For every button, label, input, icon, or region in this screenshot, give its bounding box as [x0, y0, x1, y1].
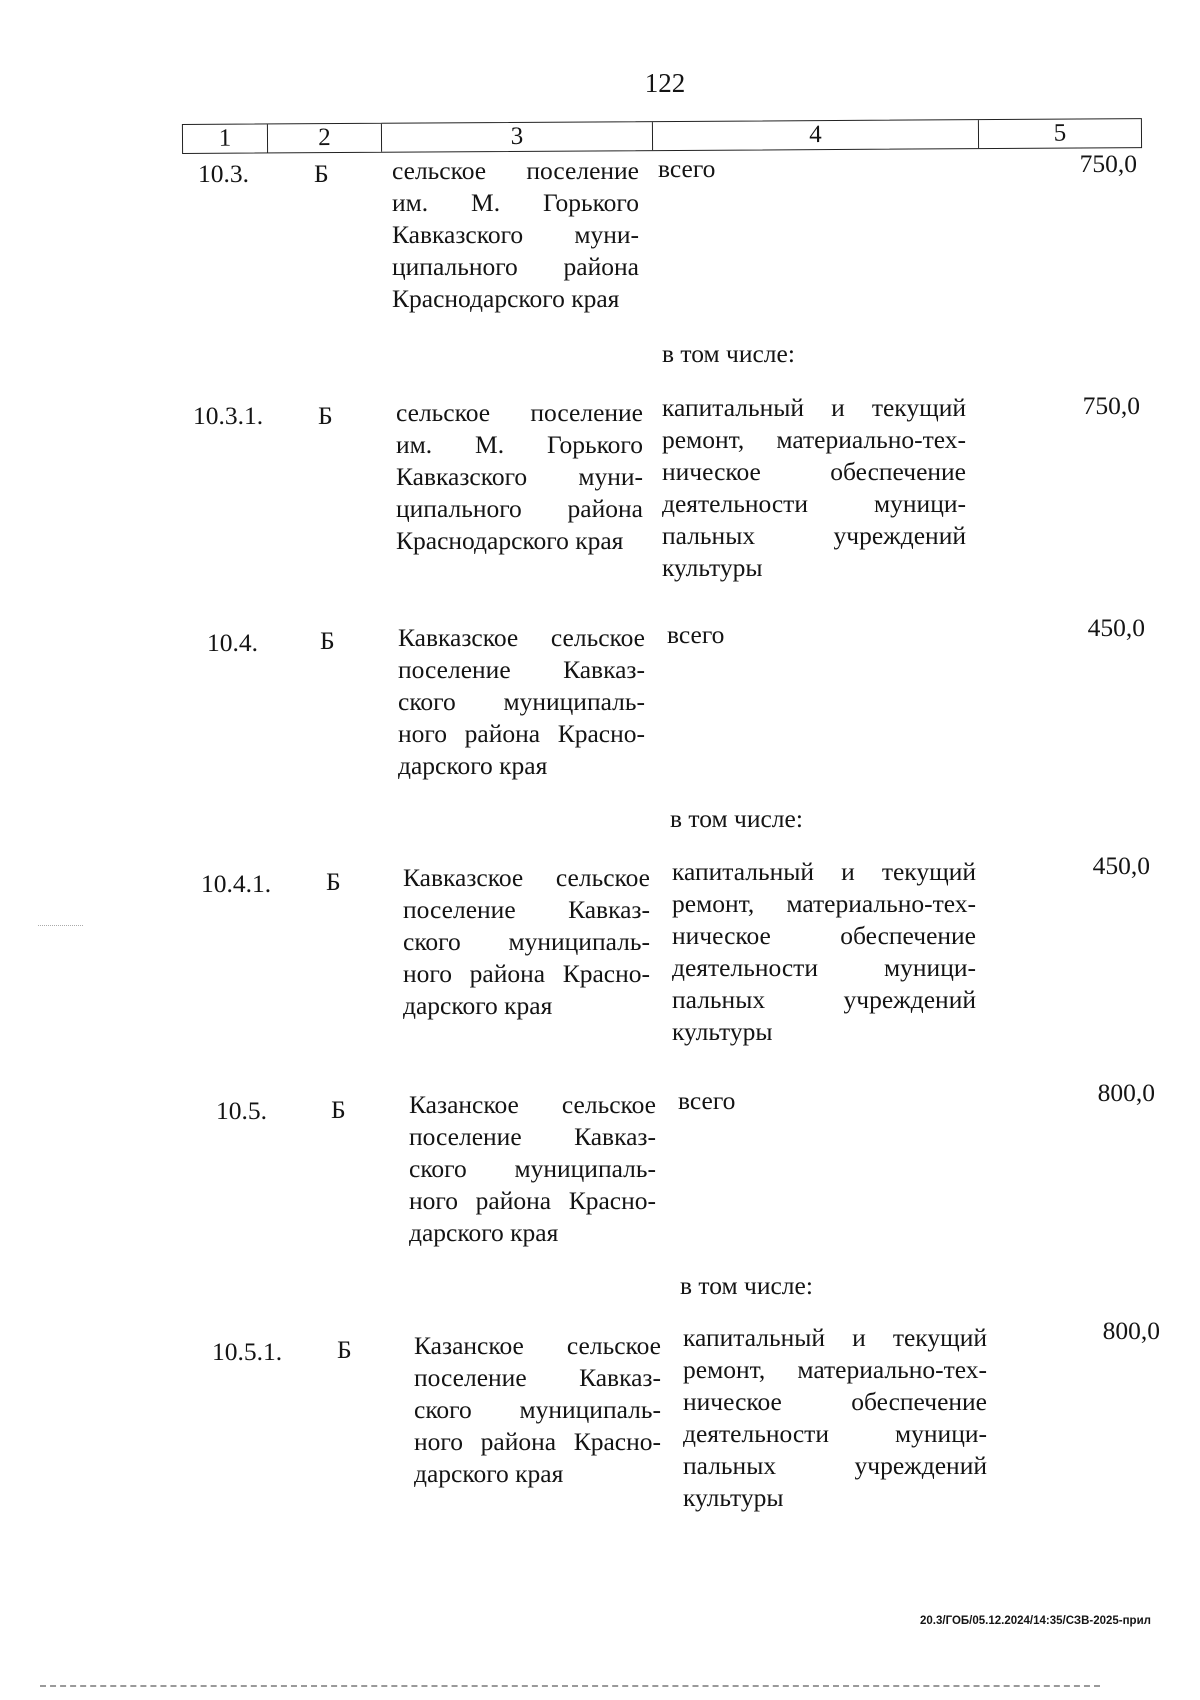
row-purpose: капитальный и текущий ремонт, материально-тех-ническое обеспечение деятельности муници-пальных учреждений культуры — [683, 1323, 987, 1512]
page-number: 122 — [644, 68, 686, 98]
row-letter: Б — [318, 401, 333, 430]
column-header: 2 — [268, 124, 382, 153]
document-code: 20.3/ГОБ/05.12.2024/14:35/СЗВ-2025-прил — [920, 1615, 1151, 1627]
row-recipient: Кавказское сельское поселение Кавказ-ского муниципаль-ного района Красно-дарского края — [403, 863, 650, 1020]
row-number: 10.3. — [198, 159, 249, 188]
row-amount: 450,0 — [1092, 851, 1150, 880]
row-number: 10.4.1. — [201, 869, 272, 898]
row-amount: 750,0 — [1079, 149, 1137, 178]
row-purpose: всего — [667, 620, 725, 649]
row-recipient: Кавказское сельское поселение Кавказ-ского муниципаль-ного района Красно-дарского края — [398, 623, 645, 780]
row-purpose: всего — [658, 154, 716, 183]
row-recipient: сельское поселение им. М. Горького Кавказского муни-ципального района Краснодарского края — [396, 398, 643, 555]
row-note: в том числе: — [670, 804, 803, 833]
row-letter: Б — [320, 626, 335, 655]
row-note: в том числе: — [662, 339, 795, 368]
row-number: 10.4. — [207, 628, 258, 657]
row-purpose: капитальный и текущий ремонт, материально-тех-ническое обеспечение деятельности муници-пальных учреждений культуры — [672, 857, 976, 1046]
column-header: 3 — [382, 122, 653, 152]
row-recipient: Казанское сельское поселение Кавказ-ского муниципаль-ного района Красно-дарского края — [414, 1331, 661, 1488]
row-recipient: Казанское сельское поселение Кавказ-ского муниципаль-ного района Красно-дарского края — [409, 1090, 656, 1247]
scan-artifact — [38, 925, 83, 926]
row-amount: 800,0 — [1102, 1316, 1160, 1345]
column-header: 5 — [1053, 119, 1067, 147]
row-amount: 800,0 — [1097, 1078, 1155, 1107]
row-number: 10.5. — [216, 1096, 267, 1125]
row-letter: Б — [326, 867, 341, 896]
row-number: 10.3.1. — [193, 401, 264, 430]
row-recipient: сельское поселение им. М. Горького Кавказского муни-ципального района Краснодарского края — [392, 156, 639, 313]
row-number: 10.5.1. — [212, 1337, 283, 1366]
row-amount: 450,0 — [1087, 613, 1145, 642]
column-header: 4 — [653, 120, 979, 150]
row-purpose: всего — [678, 1086, 736, 1115]
row-note: в том числе: — [680, 1271, 813, 1300]
row-letter: Б — [314, 159, 329, 188]
page-bottom-divider — [40, 1685, 1100, 1687]
row-purpose: капитальный и текущий ремонт, материально-тех-ническое обеспечение деятельности муници-пальных учреждений культуры — [662, 393, 966, 582]
row-amount: 750,0 — [1082, 391, 1140, 420]
column-header: 1 — [183, 124, 268, 153]
row-letter: Б — [331, 1095, 346, 1124]
row-letter: Б — [337, 1335, 352, 1364]
